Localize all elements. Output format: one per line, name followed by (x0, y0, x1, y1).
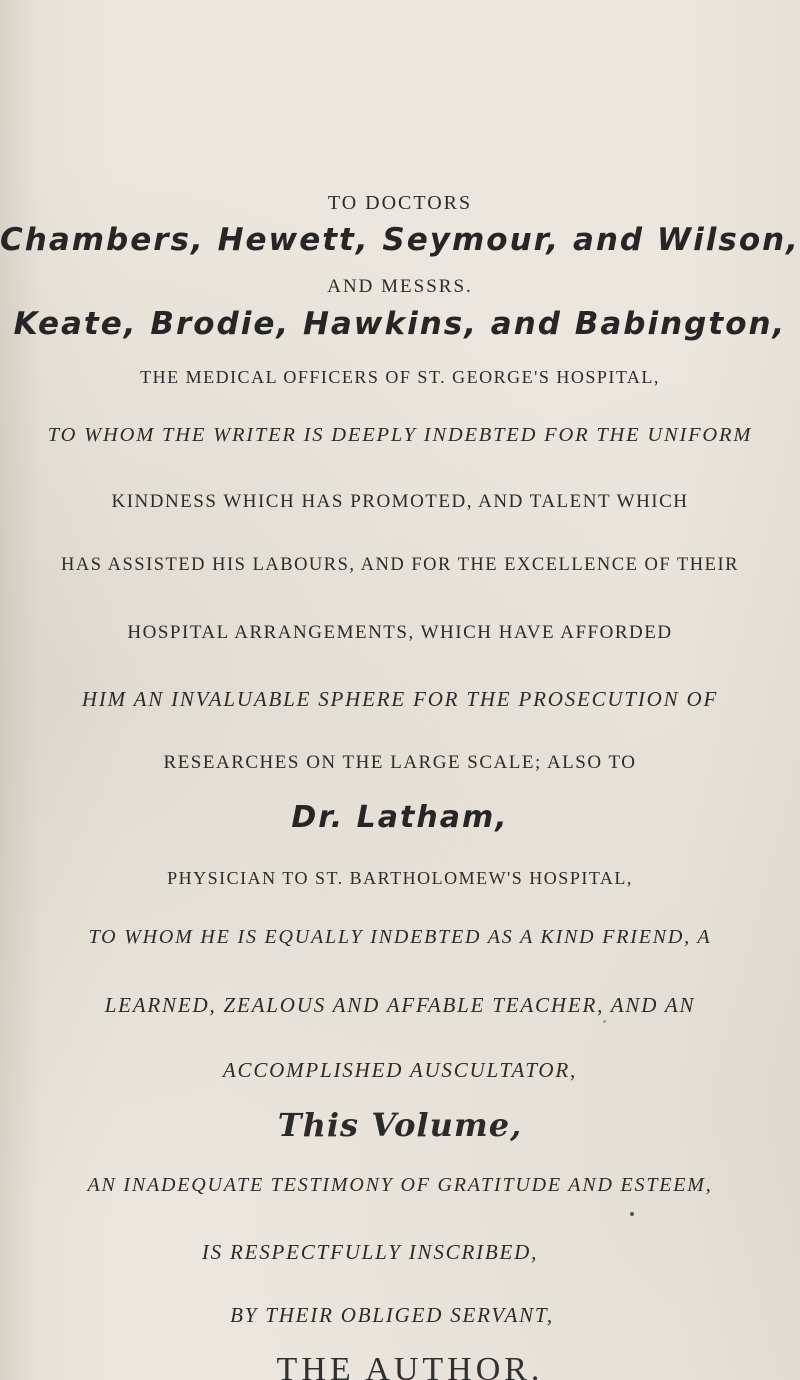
ink-speck (603, 1020, 606, 1023)
dedication-text-line: ACCOMPLISHED AUSCULTATOR, (222, 1058, 578, 1082)
dedication-text-line: TO WHOM HE IS EQUALLY INDEBTED AS A KIND FRIEND, A (88, 926, 712, 948)
dr-latham-name: Dr. Latham, (291, 800, 509, 835)
this-volume-heading: This Volume, (277, 1106, 523, 1144)
dedication-text-line: RESEARCHES ON THE LARGE SCALE; ALSO TO (163, 752, 637, 773)
author-signature: THE AUTHOR. (276, 1351, 544, 1380)
ink-speck (630, 1212, 634, 1216)
dedication-text-line: TO WHOM THE WRITER IS DEEPLY INDEBTED FOR THE UNIFORM (47, 424, 753, 446)
physicians-names: Chambers, Hewett, Seymour, and Wilson, (0, 222, 800, 258)
surgeons-names: Keate, Brodie, Hawkins, and Babington, (13, 306, 787, 342)
to-doctors-heading: TO DOCTORS (327, 192, 473, 214)
st-bartholomews-physician: PHYSICIAN TO ST. BARTHOLOMEW'S HOSPITAL, (167, 868, 633, 888)
dedication-text-line: AN INADEQUATE TESTIMONY OF GRATITUDE AND ESTEEM, (87, 1174, 713, 1196)
st-georges-officers: THE MEDICAL OFFICERS OF ST. GEORGE'S HOSPITAL, (140, 367, 660, 387)
dedication-text-line: IS RESPECTFULLY INSCRIBED, (201, 1240, 539, 1264)
dedication-text-line: HOSPITAL ARRANGEMENTS, WHICH HAVE AFFORDED (127, 622, 673, 643)
and-messrs-heading: AND MESSRS. (327, 276, 473, 297)
dedication-text-line: BY THEIR OBLIGED SERVANT, (230, 1303, 554, 1327)
dedication-text-line: KINDNESS WHICH HAS PROMOTED, AND TALENT WHICH (111, 491, 689, 512)
dedication-text-line: HAS ASSISTED HIS LABOURS, AND FOR THE EXCELLENCE OF THEIR (61, 555, 739, 575)
dedication-text-line: HIM AN INVALUABLE SPHERE FOR THE PROSECUTION OF (81, 687, 719, 711)
dedication-text-line: LEARNED, ZEALOUS AND AFFABLE TEACHER, AND AN (104, 993, 696, 1017)
